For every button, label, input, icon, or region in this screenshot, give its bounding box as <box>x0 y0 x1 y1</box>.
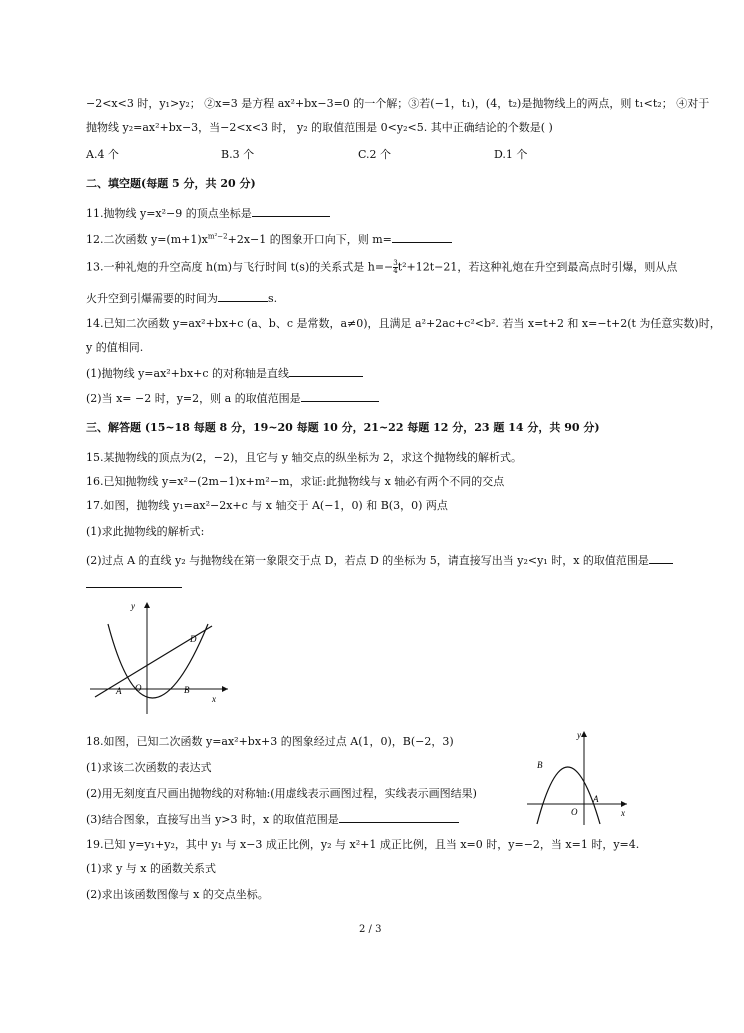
q18-y-arrow-icon <box>581 731 587 737</box>
q17-label-a: A <box>116 686 122 696</box>
q17-sub2-text: (2)过点 A 的直线 y₂ 与抛物线在第一象限交于点 D，若点 D 的坐标为 5，请直接写出当 y₂<y₁ 时，x 的取值范围是 <box>86 554 649 567</box>
q13-line2-post: s. <box>268 292 278 305</box>
q17-label-d: D <box>190 634 197 644</box>
section-fill-in-heading: 二、填空题(每题 5 分，共 20 分) <box>86 177 256 190</box>
q17-sub1: (1)求此抛物线的解析式: <box>86 525 205 538</box>
q18-label-o: O <box>571 807 578 817</box>
q17-x-arrow-icon <box>222 686 228 692</box>
q12-pre: 12.二次函数 y=(m+1)x <box>86 233 208 246</box>
q18-sub1: (1)求该二次函数的表达式 <box>86 761 212 774</box>
q10-option-b: B.3 个 <box>221 148 255 161</box>
q17-label-b: B <box>184 685 190 695</box>
q19-sub1: (1)求 y 与 x 的函数关系式 <box>86 862 216 875</box>
q18-sub2: (2)用无刻度直尺画出抛物线的对称轴:(用虚线表示画图过程，实线表示画图结果) <box>86 787 477 800</box>
q14-sub1-text: (1)抛物线 y=ax²+bx+c 的对称轴是直线 <box>86 367 290 380</box>
q14-sub2 <box>86 391 379 406</box>
q14-sub1 <box>86 366 363 381</box>
q18-label-a: A <box>593 794 599 804</box>
q18-label-b: B <box>537 760 543 770</box>
q18-figure <box>527 730 629 826</box>
q11-text: 11.抛物线 y=x²−9 的顶点坐标是 <box>86 207 252 220</box>
q15: 15.某抛物线的顶点为(2，−2)，且它与 y 轴交点的纵坐标为 2，求这个抛物线的解析式。 <box>86 451 522 464</box>
q17-line1: 17.如图，抛物线 y₁=ax²−2x+c 与 x 轴交于 A(−1，0) 和 B(3，0) 两点 <box>86 499 448 512</box>
q14-sub2-blank[interactable] <box>301 391 379 402</box>
q19-line1: 19.已知 y=y₁+y₂，其中 y₁ 与 x−3 成正比例，y₂ 与 x²+1 成正比例，且当 x=0 时，y=−2，当 x=1 时，y=4. <box>86 838 640 851</box>
q14-sub2-text: (2)当 x= −2 时，y=2，则 a 的取值范围是 <box>86 392 301 405</box>
q18-sub3 <box>86 812 459 827</box>
q12-post: +2x−1 的图象开口向下，则 m= <box>227 233 392 246</box>
q14-sub1-blank[interactable] <box>289 366 363 377</box>
q17-answer-line[interactable] <box>86 587 182 588</box>
q17-label-y: y <box>131 601 135 611</box>
q17-label-o: O <box>135 683 142 693</box>
q17-sub2-blank[interactable] <box>649 553 673 564</box>
q10-option-a: A.4 个 <box>86 148 119 161</box>
q10-line1: −2<x<3 时，y₁>y₂； ②x=3 是方程 ax²+bx−3=0 的一个解；③若(−1，t₁)，(4，t₂)是抛物线上的两点，则 t₁<t₂； ④对于 <box>86 97 710 110</box>
q17-sub2 <box>86 553 673 568</box>
section-answer-heading: 三、解答题 (15~18 每题 8 分，19~20 每题 10 分，21~22 每题 12 分，23 题 14 分，共 90 分) <box>86 421 600 434</box>
q18-label-y: y <box>577 730 581 740</box>
q12-answer-blank[interactable] <box>392 232 452 243</box>
q11-answer-blank[interactable] <box>252 206 330 217</box>
q18-label-x: x <box>621 808 625 818</box>
q18-line1: 18.如图，已知二次函数 y=ax²+bx+3 的图象经过点 A(1，0)，B(−2，3) <box>86 735 454 748</box>
q18-x-arrow-icon <box>621 801 627 807</box>
q10-option-d: D.1 个 <box>494 148 528 161</box>
q13-answer-blank[interactable] <box>218 291 268 302</box>
q16: 16.已知抛物线 y=x²−(2m−1)x+m²−m，求证:此抛物线与 x 轴必有两个不同的交点 <box>86 475 505 488</box>
q10-line2: 抛物线 y₂=ax²+bx−3，当−2<x<3 时， y₂ 的取值范围是 0<y₂<5. 其中正确结论的个数是( ) <box>86 121 553 134</box>
q13-line2 <box>86 291 277 306</box>
q10-option-c: C.2 个 <box>358 148 392 161</box>
page-number: 2 / 3 <box>359 924 382 935</box>
q17-y-arrow-icon <box>144 602 150 608</box>
q18-parabola <box>537 767 600 824</box>
q17-label-x: x <box>212 694 216 704</box>
q13-line2-pre: 火升空到引爆需要的时间为 <box>86 292 218 305</box>
q12-exponent: m²−2 <box>207 232 228 241</box>
q18-sub3-blank[interactable] <box>339 812 459 823</box>
q14-line1: 14.已知二次函数 y=ax²+bx+c (a、b、c 是常数，a≠0)，且满足 a²+2ac+c²<b². 若当 x=t+2 和 x=−t+2(t 为任意实数)时， <box>86 317 721 330</box>
q18-sub3-text: (3)结合图象，直接写出当 y>3 时，x 的取值范围是 <box>86 813 339 826</box>
q13-post: t²+12t−21，若这种礼炮在升空到最高点时引爆，则从点 <box>397 260 678 274</box>
q11 <box>86 206 330 221</box>
q13-line1 <box>86 260 677 275</box>
q13-pre: 13.一种礼炮的升空高度 h(m)与飞行时间 t(s)的关系式是 h=− <box>86 260 394 274</box>
q14-line2: y 的值相同. <box>86 341 144 354</box>
q19-sub2: (2)求出该函数图像与 x 的交点坐标。 <box>86 888 269 901</box>
q17-figure <box>90 598 230 714</box>
q13-fraction: $\frac{3}{4}$ <box>393 259 398 275</box>
q12 <box>86 232 452 247</box>
